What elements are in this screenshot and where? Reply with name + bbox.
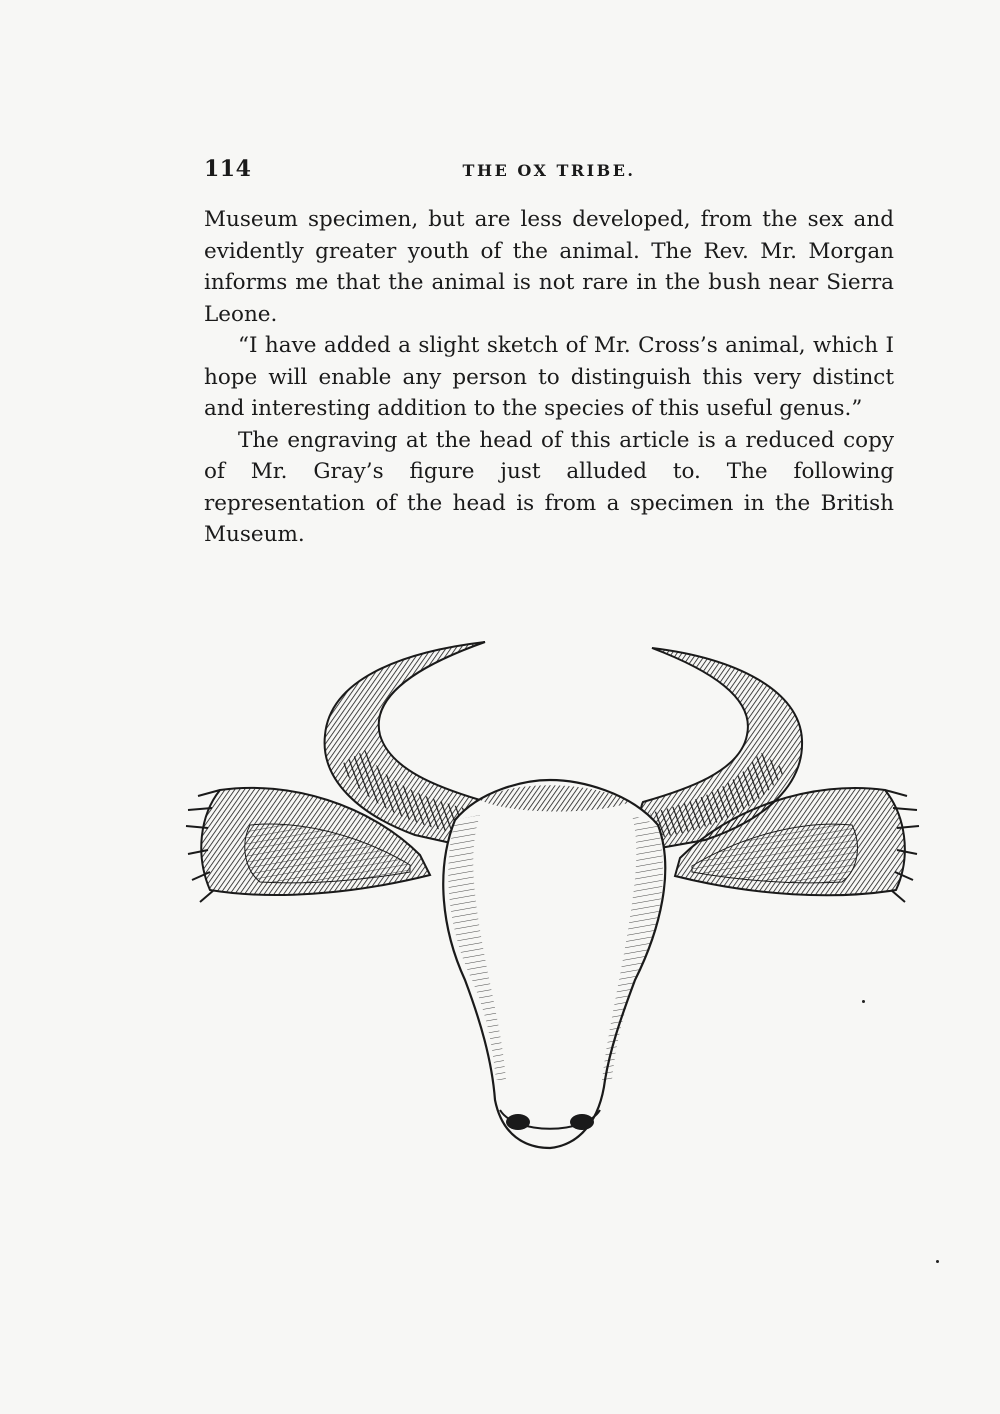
paper-speck [862, 1000, 865, 1003]
ox-head-engraving [180, 630, 920, 1170]
ox-head-illustration [180, 630, 920, 1170]
face [443, 780, 665, 1148]
paragraph-engraving-note: The engraving at the head of this article is a reduced copy of Mr. Gray’s figure just alluded to. The following representation of the head is from a specimen in the British Museum. [204, 427, 894, 547]
left-nostril [506, 1114, 530, 1130]
running-title: THE OX TRIBE. [462, 161, 636, 180]
page-number: 114 [204, 156, 252, 182]
right-nostril [570, 1114, 594, 1130]
paragraph-continued: Museum specimen, but are less developed, from the sex and evidently greater youth of the animal. The Rev. Mr. Morgan informs me that the animal is not rare in the bush near Sierra Leone. [204, 207, 894, 327]
paragraph-quotation: “I have added a slight sketch of Mr. Cross’s animal, which I hope will enable any person to distinguish this very distinct and interesting addition to the species of this useful genus.” [204, 333, 894, 421]
body-text [204, 204, 894, 551]
paper-speck [936, 1260, 939, 1263]
running-head [204, 156, 894, 186]
